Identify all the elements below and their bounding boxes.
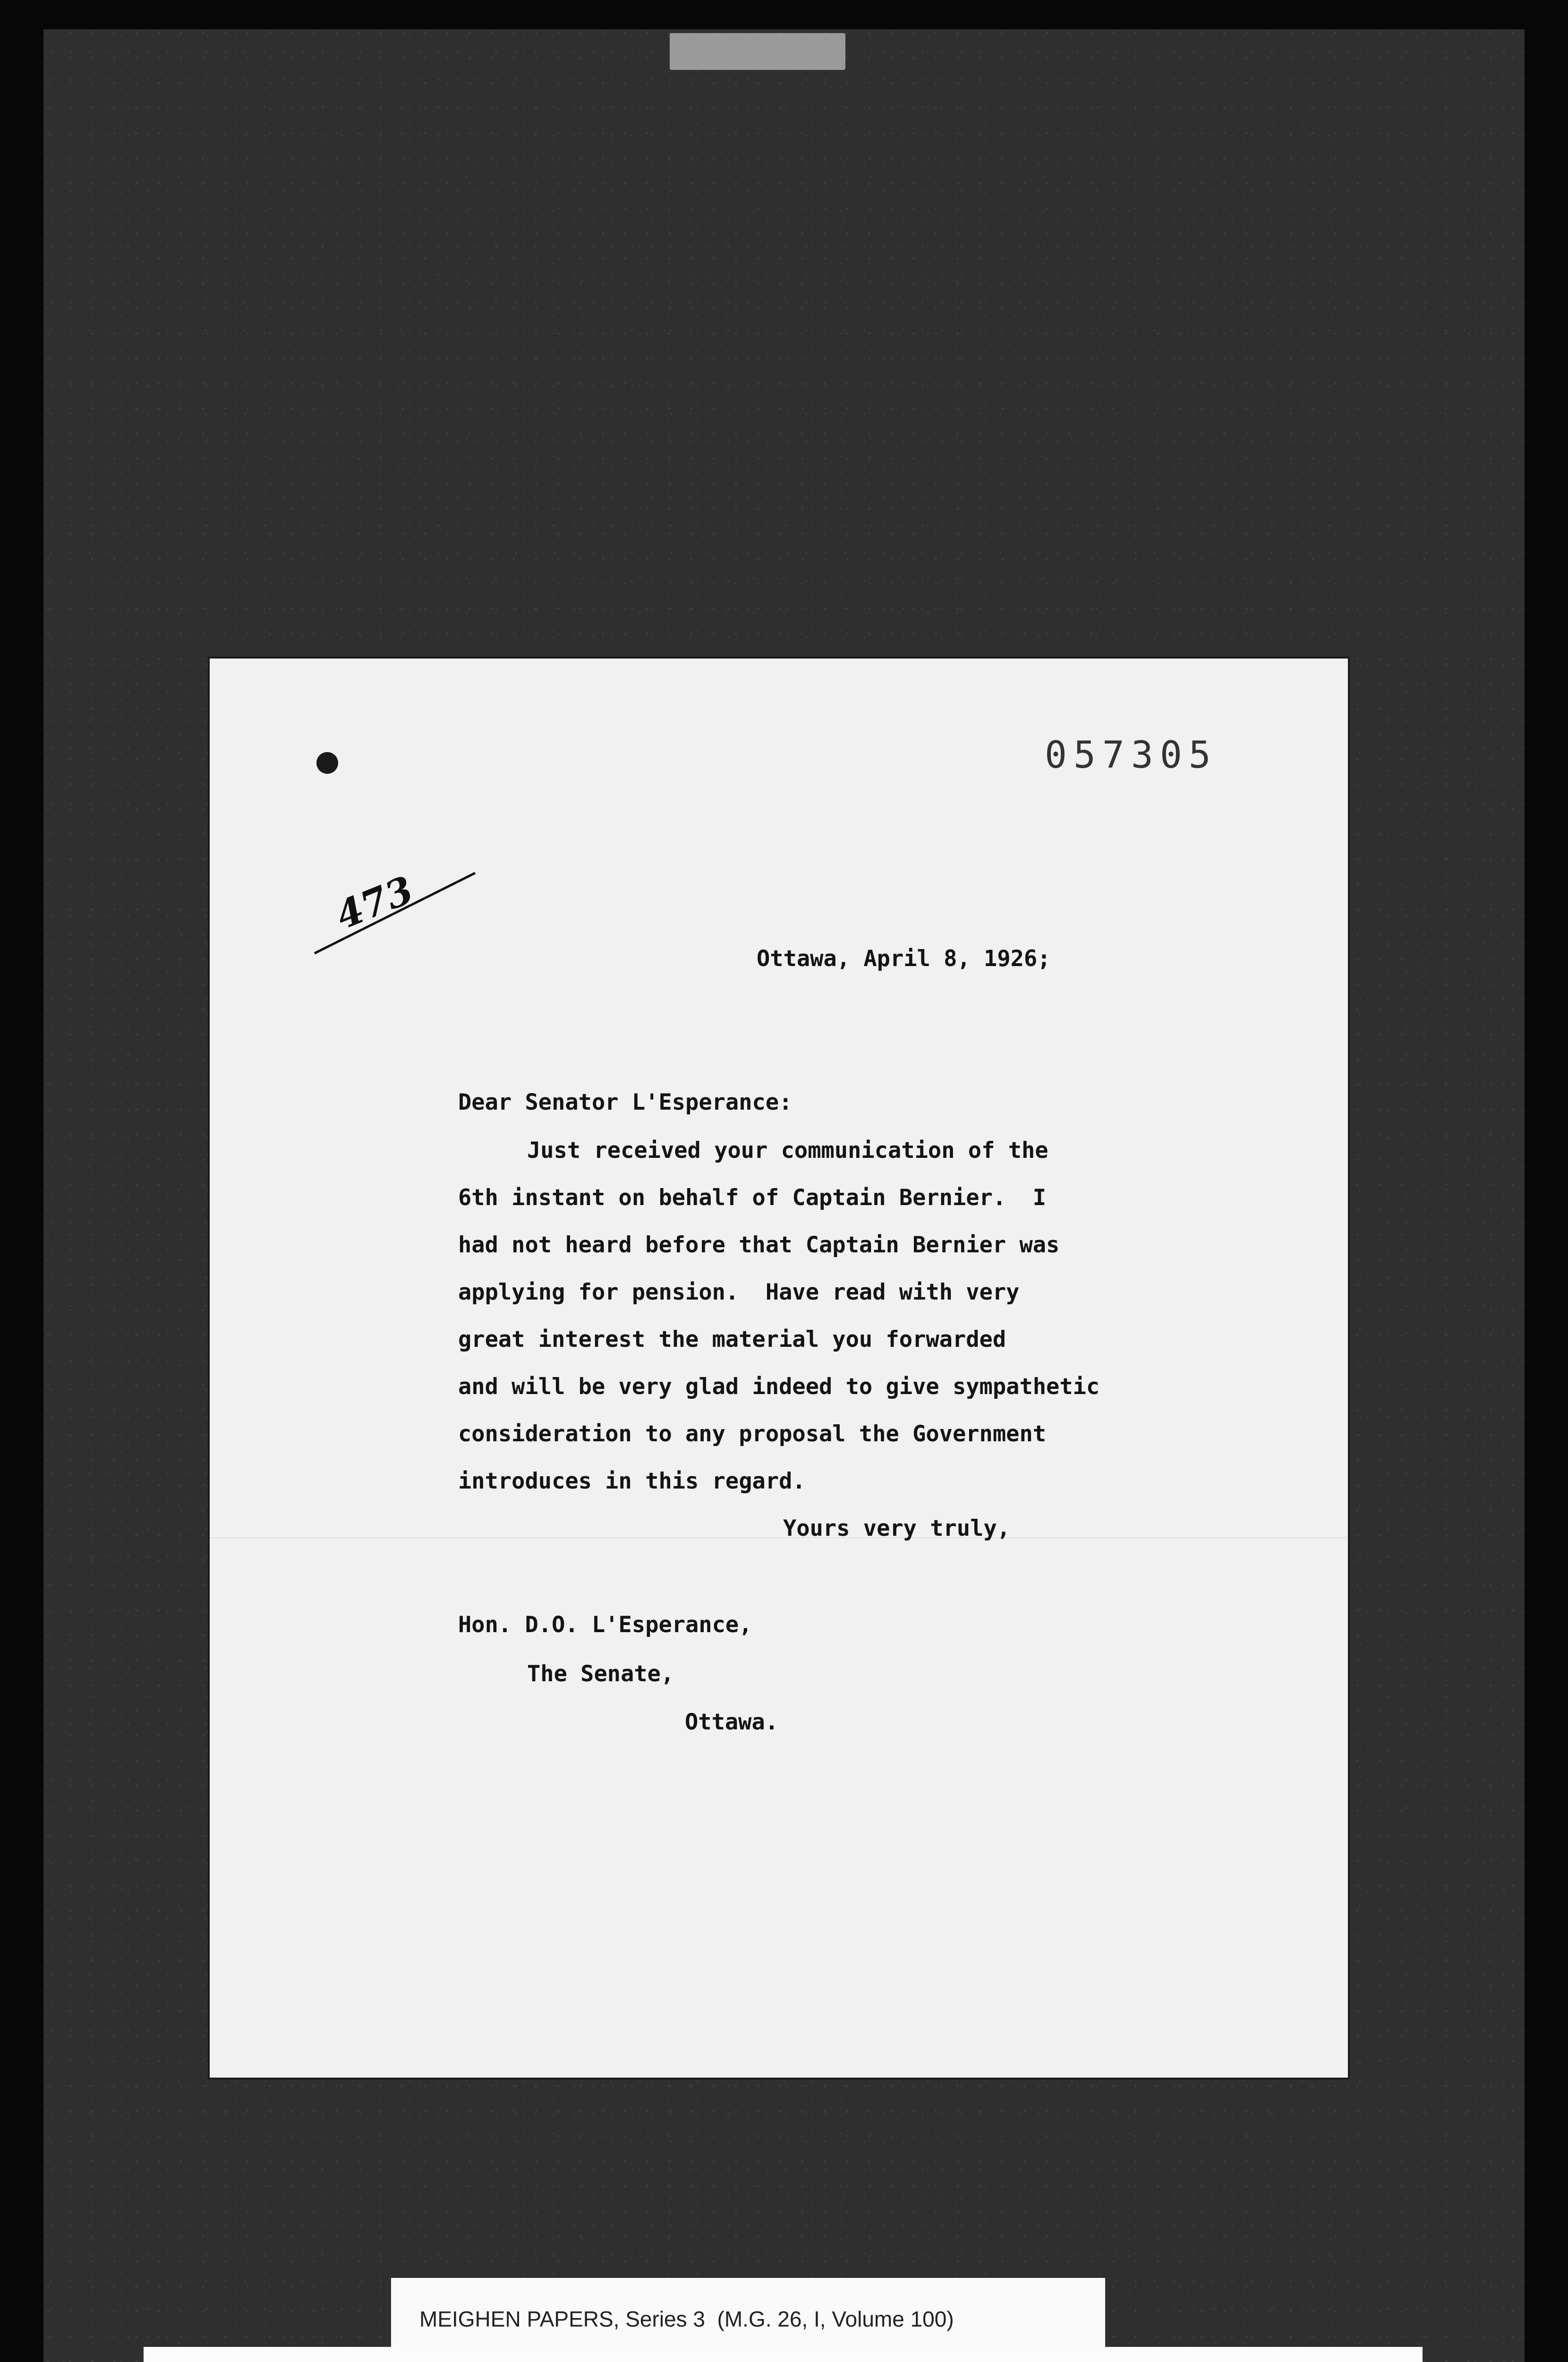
closing: Yours very truly, [783, 1515, 1011, 1541]
body-line: had not heard before that Captain Bernier was [458, 1232, 1060, 1258]
addressee-city: Ottawa. [685, 1709, 779, 1735]
letter-page [210, 659, 1348, 2078]
body-line: introduces in this regard. [458, 1468, 806, 1494]
punch-hole [316, 752, 338, 774]
page-fold-line [210, 1537, 1348, 1538]
body-line: and will be very glad indeed to give sympathetic [458, 1374, 1100, 1400]
body-line: consideration to any proposal the Government [458, 1421, 1047, 1447]
dateline: Ottawa, April 8, 1926; [757, 946, 1051, 972]
addressee-name: Hon. D.O. L'Esperance, [458, 1612, 752, 1638]
salutation: Dear Senator L'Esperance: [458, 1089, 793, 1115]
mount-clip-tab [670, 33, 845, 70]
folio-number: 473 [329, 867, 419, 938]
body-line: applying for pension. Have read with very [458, 1279, 1020, 1305]
document-number: 057305 [1045, 734, 1218, 777]
body-line: 6th instant on behalf of Captain Bernier. I [458, 1185, 1047, 1211]
collection-label-text: MEIGHEN PAPERS, Series 3 (M.G. 26, I, Volume 100) [419, 2307, 954, 2331]
body-line: great interest the material you forwarded [458, 1326, 1006, 1352]
folio-annotation [310, 864, 480, 958]
archive-stamp [144, 2347, 1423, 2362]
body-line: Just received your communication of the [527, 1138, 1048, 1164]
addressee-line2: The Senate, [527, 1661, 674, 1687]
